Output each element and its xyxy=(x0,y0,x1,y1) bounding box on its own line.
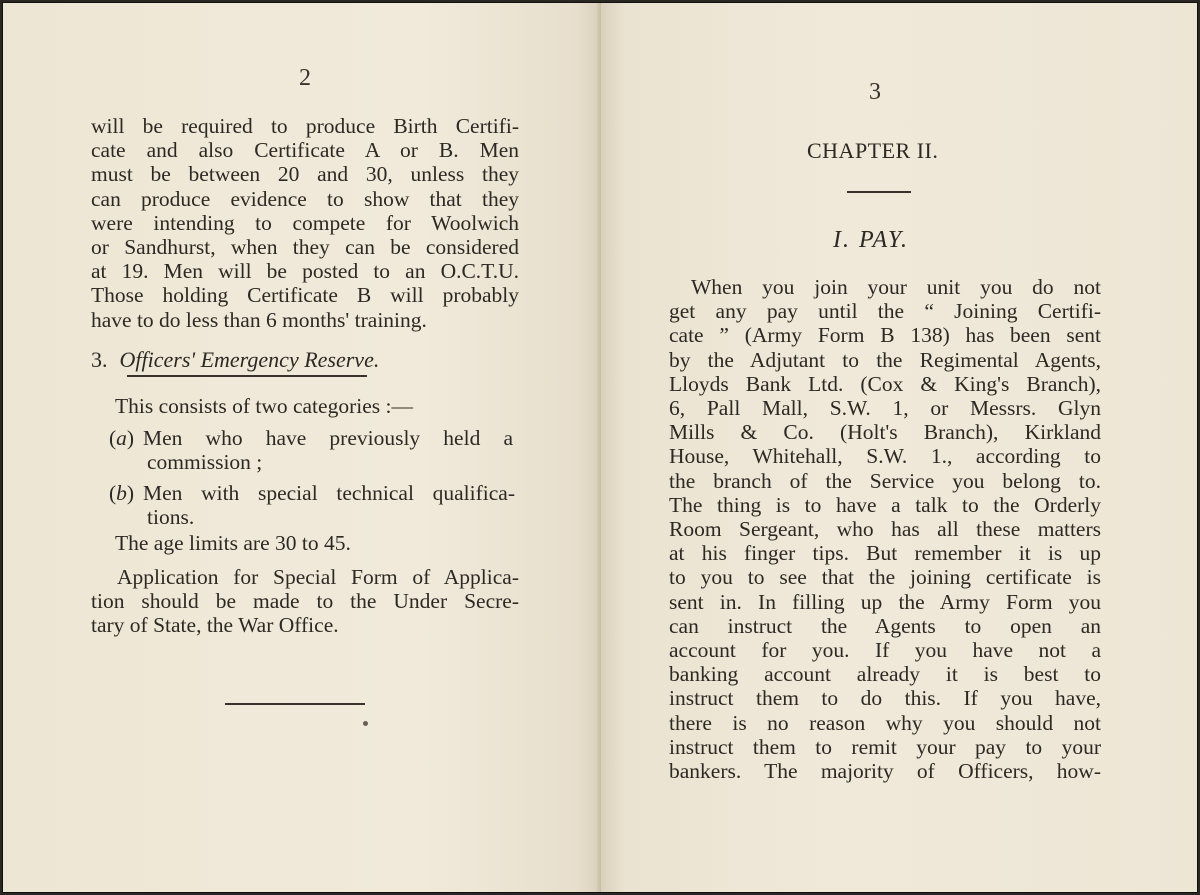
text-line: or Sandhurst, when they can be considered xyxy=(91,235,519,260)
end-rule xyxy=(225,703,365,705)
text-line: 6, Pall Mall, S.W. 1, or Messrs. Glyn xyxy=(669,396,1101,421)
left-paragraph-1 xyxy=(91,114,519,332)
text-line: instruct them to do this. If you have, xyxy=(669,686,1101,711)
chapter-heading: CHAPTER II. xyxy=(807,138,939,163)
text-line: can produce evidence to show that they xyxy=(91,186,519,211)
paper-mark xyxy=(363,721,368,726)
text-line: Men who have previously held a xyxy=(143,426,513,450)
text-line: the branch of the Service you belong to. xyxy=(669,468,1101,493)
text-line: to you to see that the joining certificate is xyxy=(669,565,1101,590)
text-line: can instruct the Agents to open an xyxy=(669,613,1101,638)
text-line: must be between 20 and 30, unless they xyxy=(91,162,519,187)
text-line: at his finger tips. But remember it is up xyxy=(669,541,1101,566)
book-spread xyxy=(2,2,1198,893)
pay-paragraph xyxy=(669,275,1101,783)
text-line: there is no reason why you should not xyxy=(669,710,1101,735)
text-line: Room Sergeant, who has all these matters xyxy=(669,517,1101,542)
application-paragraph xyxy=(91,565,519,638)
text-line: cate ” (Army Form B 138) has been sent xyxy=(669,323,1101,348)
text-line: at 19. Men will be posted to an O.C.T.U. xyxy=(91,259,519,284)
categories-intro: This consists of two categories :— xyxy=(115,394,413,418)
text-line: bankers. The majority of Officers, how- xyxy=(669,759,1101,784)
right-page xyxy=(601,3,1198,892)
right-page-number: 3 xyxy=(869,79,881,105)
section-title: Officers' Emergency Reserve. xyxy=(119,347,380,372)
text-line: commission ; xyxy=(147,450,263,475)
text-line: tions. xyxy=(147,505,195,530)
text-line: have to do less than 6 months' training. xyxy=(91,307,427,332)
text-line: When you join your unit you do not xyxy=(691,275,1101,299)
text-line: The thing is to have a talk to the Orderly xyxy=(669,492,1101,517)
text-line: Application for Special Form of Applica- xyxy=(117,565,519,589)
text-line: sent in. In filling up the Army Form you xyxy=(669,589,1101,614)
text-line: House, Whitehall, S.W. 1., according to xyxy=(669,444,1101,469)
text-line: cate and also Certificate A or B. Men xyxy=(91,138,519,163)
text-line: tion should be made to the Under Secre- xyxy=(91,589,519,614)
text-line: Those holding Certificate B will probably xyxy=(91,283,519,308)
left-page-number: 2 xyxy=(299,65,311,91)
left-page xyxy=(3,3,601,892)
text-line: will be required to produce Birth Certifi- xyxy=(91,114,519,138)
text-line: Men with special technical qualifica- xyxy=(143,481,515,505)
age-limits: The age limits are 30 to 45. xyxy=(115,531,351,555)
text-line: by the Adjutant to the Regimental Agents, xyxy=(669,347,1101,372)
text-line: Mills & Co. (Holt's Branch), Kirkland xyxy=(669,420,1101,445)
section-heading xyxy=(91,347,379,373)
text-line: get any pay until the “ Joining Certifi- xyxy=(669,299,1101,324)
chapter-rule xyxy=(847,191,911,193)
text-line: Lloyds Bank Ltd. (Cox & King's Branch), xyxy=(669,371,1101,396)
text-line: tary of State, the War Office. xyxy=(91,613,339,638)
text-line: account for you. If you have not a xyxy=(669,638,1101,663)
list-marker: (a) xyxy=(109,426,135,450)
section-title-pay: I. PAY. xyxy=(833,227,910,253)
section-number: 3. xyxy=(91,347,108,372)
section-underline xyxy=(127,375,367,377)
text-line: instruct them to remit your pay to your xyxy=(669,734,1101,759)
list-marker: (b) xyxy=(109,481,135,505)
text-line: were intending to compete for Woolwich xyxy=(91,210,519,235)
text-line: banking account already it is best to xyxy=(669,662,1101,687)
